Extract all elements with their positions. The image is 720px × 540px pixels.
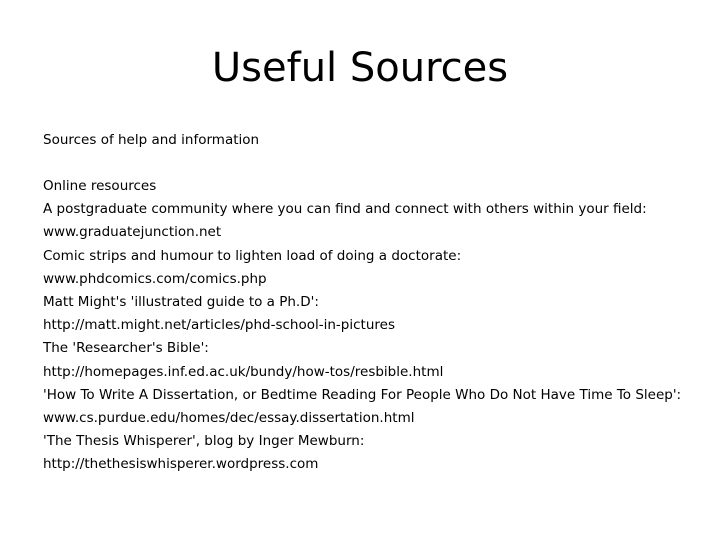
description-matt-might: Matt Might's 'illustrated guide to a Ph.D': — [43, 294, 319, 311]
url-researchers-bible: http://homepages.inf.ed.ac.uk/bundy/how-tos/resbible.html — [43, 363, 444, 380]
slide-title: Useful Sources — [211, 45, 509, 91]
description-graduatejunction: A postgraduate community where you can find and connect with others within your field: — [43, 201, 647, 218]
description-dissertation: 'How To Write A Dissertation, or Bedtime Reading For People Who Do Not Have Time To Sleep': — [43, 386, 682, 403]
url-thesis-whisperer: http://thethesiswhisperer.wordpress.com — [43, 456, 319, 473]
url-graduatejunction: www.graduatejunction.net — [43, 224, 222, 241]
spacer — [43, 152, 703, 175]
subtitle: Sources of help and information — [43, 132, 260, 148]
description-thesis-whisperer: 'The Thesis Whisperer', blog by Inger Mewburn: — [43, 433, 365, 450]
section-heading: Online resources — [43, 178, 157, 194]
description-phdcomics: Comic strips and humour to lighten load of doing a doctorate: — [43, 247, 462, 264]
url-matt-might: http://matt.might.net/articles/phd-school-in-pictures — [43, 317, 395, 334]
url-dissertation: www.cs.purdue.edu/homes/dec/essay.dissertation.html — [43, 410, 415, 427]
slide-content — [43, 129, 703, 477]
description-researchers-bible: The 'Researcher's Bible': — [43, 340, 209, 357]
url-phdcomics: www.phdcomics.com/comics.php — [43, 270, 267, 287]
